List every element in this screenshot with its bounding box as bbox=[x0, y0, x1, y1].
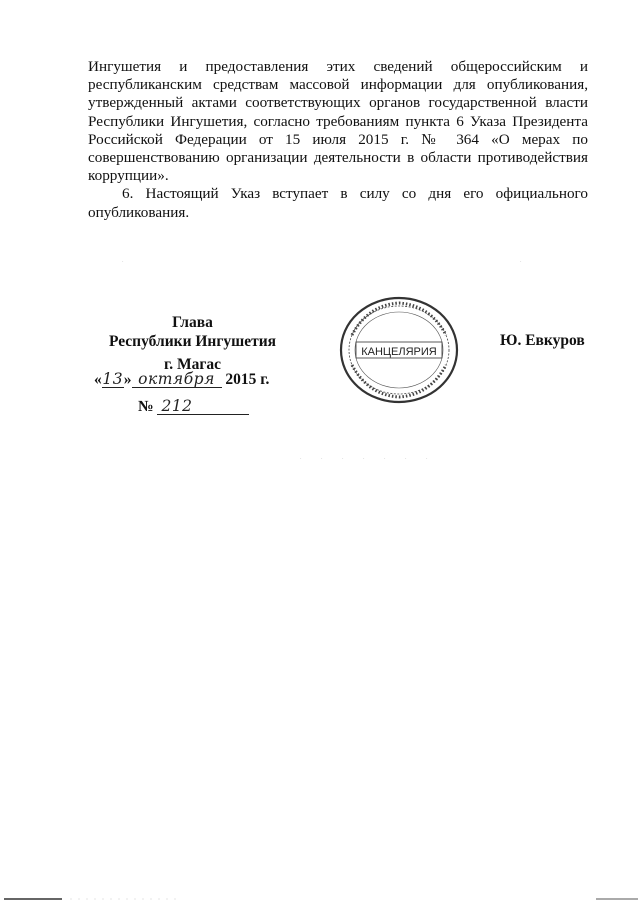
scan-artifact: . . . . . . . bbox=[300, 455, 437, 461]
date-open-quote: « bbox=[94, 371, 102, 388]
scan-speck: . bbox=[122, 258, 124, 264]
date-month: октября bbox=[132, 372, 222, 388]
signatory-title-line2: Республики Ингушетия bbox=[108, 333, 277, 350]
signatory-name: Ю. Евкуров bbox=[500, 332, 585, 349]
scan-speck: . bbox=[520, 258, 522, 264]
date-year: 2015 г. bbox=[225, 371, 270, 388]
number-prefix: № bbox=[138, 398, 154, 415]
city: г. Магас bbox=[163, 356, 222, 373]
official-stamp bbox=[338, 295, 460, 405]
paragraph-continued: Ингушетия и предоставления этих сведений общероссийским и республиканским средствам массовой информации для опубликования, утвержденный актами соответствующих органов государственной власти Республики Ингушетия, согласно требованиям пункта 6 Указа Президента Российской Федерации от 15 июля 2015 г. № 364 «О мерах по совершенствованию организации деятельности в области противодействия коррупции». bbox=[88, 58, 588, 185]
decree-number bbox=[138, 398, 258, 416]
signatory-title-line1: Глава bbox=[172, 314, 213, 331]
decree-date bbox=[94, 371, 304, 389]
date-day: 13 bbox=[102, 370, 124, 388]
scan-edge-artifact bbox=[0, 895, 640, 905]
paragraph-6: 6. Настоящий Указ вступает в силу со дня его официального опубликования. bbox=[88, 185, 588, 221]
signatory-title bbox=[100, 313, 285, 351]
number-value: 212 bbox=[157, 399, 249, 415]
date-close-quote: » bbox=[123, 371, 132, 388]
body-text bbox=[88, 58, 588, 222]
stamp-center-text: КАНЦЕЛЯРИЯ bbox=[361, 346, 437, 358]
